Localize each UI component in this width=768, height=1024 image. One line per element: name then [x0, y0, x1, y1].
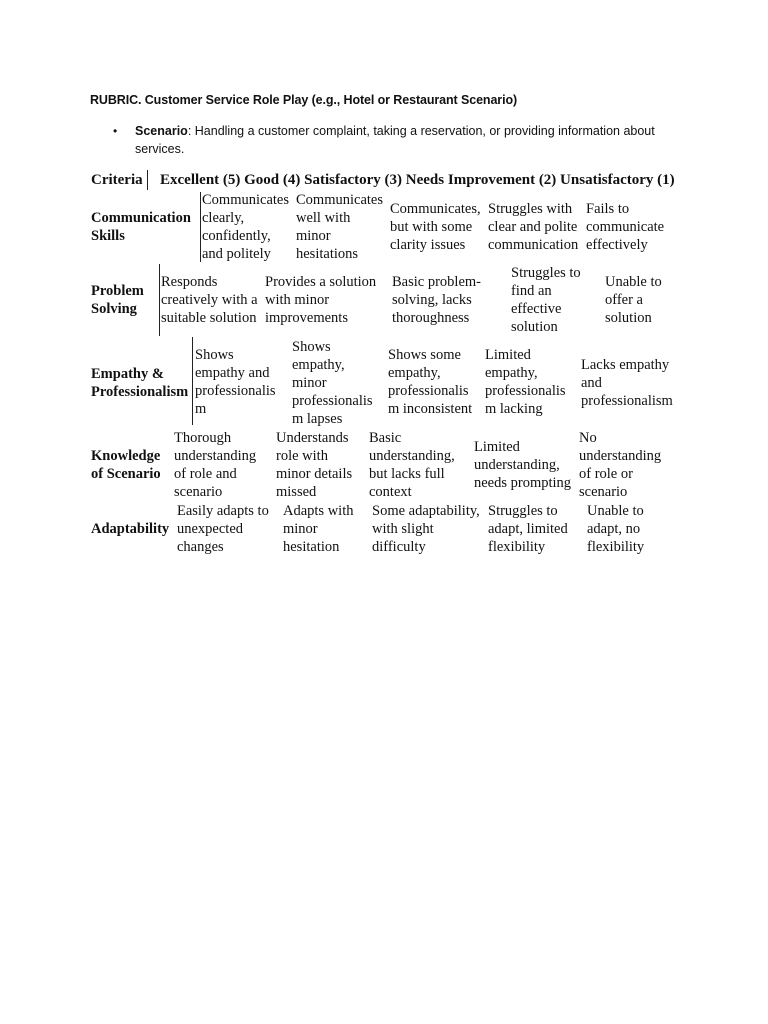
- cell-line: of role and: [174, 466, 237, 482]
- cell-line: Fails to: [586, 201, 630, 217]
- cell-line: Limited: [485, 347, 531, 363]
- cell-line: but with some: [390, 219, 473, 235]
- scenario-description-cont: services.: [135, 142, 185, 156]
- cell-line: communication: [488, 237, 579, 253]
- cell-line: thoroughness: [392, 310, 470, 326]
- cell-line: Shows: [292, 339, 331, 355]
- cell-line: Understands: [276, 430, 349, 446]
- cell-line: Professionalism: [91, 384, 189, 400]
- header-criteria: Criteria: [91, 172, 143, 188]
- cell-line: Basic: [369, 430, 402, 446]
- row-divider-problem-solving: [159, 264, 160, 336]
- cell-line: understanding,: [474, 457, 560, 473]
- cell-line: context: [369, 484, 412, 500]
- cell-line: clear and polite: [488, 219, 578, 235]
- cell-line: effectively: [586, 237, 648, 253]
- row-divider-communication: [200, 192, 201, 262]
- cell-line: Adapts with: [283, 503, 354, 519]
- criterion-knowledge: [91, 447, 161, 483]
- cell-line: understanding: [174, 448, 257, 464]
- cell-line: minor: [296, 228, 331, 244]
- cell-line: and politely: [202, 246, 271, 262]
- cell-line: solution: [511, 319, 558, 335]
- cell-line: minor: [283, 521, 318, 537]
- cell-line: of role or: [579, 466, 633, 482]
- cell-line: solution: [605, 310, 652, 326]
- cell-line: Struggles to: [511, 265, 581, 281]
- cell-line: understanding,: [369, 448, 455, 464]
- cell-line: professionalis: [292, 393, 373, 409]
- cell-line: Limited: [474, 439, 520, 455]
- criterion-communication: [91, 209, 191, 245]
- cell-line: Easily adapts to: [177, 503, 269, 519]
- cell-line: Shows some: [388, 347, 461, 363]
- header-levels: Excellent (5) Good (4) Satisfactory (3) Needs Improvement (2) Unsatisfactory (1): [160, 172, 675, 188]
- cell-line: Provides a solution: [265, 274, 377, 290]
- cell-adaptability-needs-improvement: [488, 502, 568, 556]
- scenario-label: Scenario: [135, 124, 188, 138]
- cell-empathy-satisfactory: [388, 346, 472, 418]
- cell-line: Struggles with: [488, 201, 573, 217]
- cell-line: communicate: [586, 219, 665, 235]
- cell-line: creatively with a: [161, 292, 258, 308]
- cell-line: m lapses: [292, 411, 343, 427]
- cell-problem-excellent: [161, 273, 258, 327]
- cell-line: scenario: [579, 484, 628, 500]
- cell-line: Responds: [161, 274, 218, 290]
- cell-line: Knowledge: [91, 448, 161, 464]
- cell-line: difficulty: [372, 539, 426, 555]
- cell-line: Unable to: [587, 503, 644, 519]
- cell-adaptability-good: [283, 502, 353, 556]
- cell-line: unexpected: [177, 521, 244, 537]
- cell-line: Empathy &: [91, 366, 164, 382]
- cell-line: Skills: [91, 228, 125, 244]
- cell-line: suitable solution: [161, 310, 257, 326]
- cell-adaptability-excellent: [177, 502, 269, 556]
- cell-knowledge-satisfactory: [369, 429, 455, 501]
- cell-line: professionalism: [581, 393, 673, 409]
- cell-line: well with: [296, 210, 351, 226]
- cell-line: needs prompting: [474, 475, 572, 491]
- cell-line: confidently,: [202, 228, 271, 244]
- cell-line: role with: [276, 448, 328, 464]
- cell-line: find an: [511, 283, 552, 299]
- cell-empathy-needs-improvement: [485, 346, 566, 418]
- cell-line: Communicates: [296, 192, 383, 208]
- cell-line: adapt, no: [587, 521, 641, 537]
- cell-empathy-good: [292, 338, 373, 428]
- cell-knowledge-unsatisfactory: [579, 429, 661, 501]
- cell-communication-needs-improvement: [488, 200, 578, 254]
- criterion-adaptability: [91, 520, 169, 538]
- cell-line: m: [195, 401, 207, 417]
- cell-line: with minor: [265, 292, 330, 308]
- cell-line: and: [581, 375, 602, 391]
- cell-problem-needs-improvement: [511, 264, 581, 336]
- cell-empathy-unsatisfactory: [581, 356, 673, 410]
- cell-empathy-excellent: [195, 346, 276, 418]
- cell-line: hesitations: [296, 246, 359, 262]
- cell-line: Some adaptability,: [372, 503, 480, 519]
- scenario-description: : Handling a customer complaint, taking a reservation, or providing information about: [187, 124, 655, 138]
- cell-line: Unable to: [605, 274, 662, 290]
- cell-line: Communicates,: [390, 201, 481, 217]
- cell-line: empathy,: [485, 365, 538, 381]
- cell-problem-satisfactory: [392, 273, 481, 327]
- cell-line: missed: [276, 484, 317, 500]
- cell-line: flexibility: [587, 539, 645, 555]
- cell-line: clearly,: [202, 210, 245, 226]
- cell-line: professionalis: [388, 383, 469, 399]
- cell-line: Shows: [195, 347, 234, 363]
- cell-line: offer a: [605, 292, 643, 308]
- cell-line: professionalis: [485, 383, 566, 399]
- header-divider: [147, 170, 148, 190]
- cell-line: Basic problem-: [392, 274, 481, 290]
- cell-line: improvements: [265, 310, 348, 326]
- cell-line: Struggles to: [488, 503, 558, 519]
- cell-line: Solving: [91, 301, 137, 317]
- document-title: RUBRIC. Customer Service Role Play (e.g., Hotel or Restaurant Scenario): [90, 93, 518, 107]
- cell-line: empathy and: [195, 365, 270, 381]
- cell-line: scenario: [174, 484, 223, 500]
- cell-line: No: [579, 430, 597, 446]
- cell-line: Adaptability: [91, 521, 170, 537]
- cell-knowledge-excellent: [174, 429, 256, 501]
- cell-line: Communication: [91, 210, 191, 226]
- criterion-problem-solving: [91, 282, 144, 318]
- cell-adaptability-unsatisfactory: [587, 502, 644, 556]
- cell-line: understanding: [579, 448, 662, 464]
- cell-line: Problem: [91, 283, 144, 299]
- cell-line: flexibility: [488, 539, 546, 555]
- cell-line: m inconsistent: [388, 401, 473, 417]
- cell-knowledge-good: [276, 429, 352, 501]
- cell-line: m lacking: [485, 401, 543, 417]
- scenario-text: [135, 122, 675, 158]
- cell-line: hesitation: [283, 539, 340, 555]
- cell-line: effective: [511, 301, 562, 317]
- cell-adaptability-satisfactory: [372, 502, 480, 556]
- cell-line: with slight: [372, 521, 434, 537]
- cell-line: changes: [177, 539, 224, 555]
- cell-line: adapt, limited: [488, 521, 568, 537]
- cell-line: empathy,: [292, 357, 345, 373]
- cell-communication-unsatisfactory: [586, 200, 664, 254]
- cell-line: solving, lacks: [392, 292, 472, 308]
- cell-line: Communicates: [202, 192, 289, 208]
- cell-line: clarity issues: [390, 237, 466, 253]
- cell-problem-unsatisfactory: [605, 273, 662, 327]
- cell-line: but lacks full: [369, 466, 445, 482]
- cell-communication-good: [296, 191, 383, 263]
- bullet-icon: •: [113, 124, 118, 138]
- row-divider-empathy: [192, 337, 193, 425]
- cell-communication-satisfactory: [390, 200, 481, 254]
- cell-line: empathy,: [388, 365, 441, 381]
- cell-communication-excellent: [202, 191, 289, 263]
- cell-line: Thorough: [174, 430, 232, 446]
- cell-line: minor: [292, 375, 327, 391]
- cell-knowledge-needs-improvement: [474, 438, 571, 492]
- cell-line: of Scenario: [91, 466, 161, 482]
- cell-problem-good: [265, 273, 376, 327]
- cell-line: minor details: [276, 466, 353, 482]
- cell-line: professionalis: [195, 383, 276, 399]
- cell-line: Lacks empathy: [581, 357, 670, 373]
- criterion-empathy: [91, 365, 188, 401]
